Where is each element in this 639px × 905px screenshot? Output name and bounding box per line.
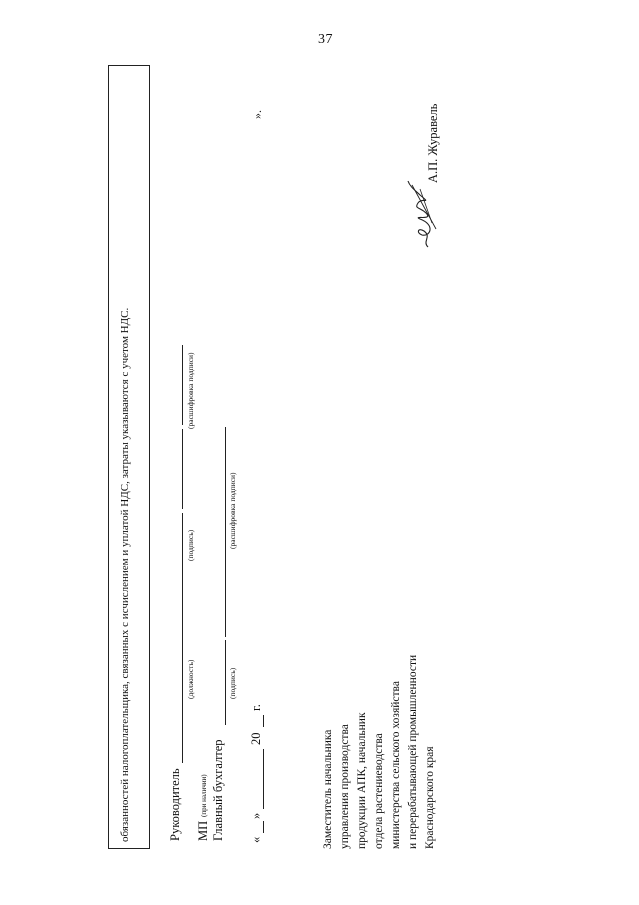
signer-name: А.П. Журавель (426, 103, 440, 183)
accountant-signature-line (225, 640, 226, 725)
date-close-quote: » (249, 812, 263, 819)
position-line (182, 513, 183, 763)
footer-line-4: отдела растениеводства (373, 733, 385, 849)
accountant-signature-caption: (подпись) (228, 667, 237, 699)
closing-quote: ». (250, 110, 264, 119)
footer-line-7: Краснодарского края (424, 746, 436, 849)
footer-line-6: и перерабатывающей промышленности (407, 654, 419, 849)
page-number: 37 (318, 32, 333, 47)
head-label: Руководитель (168, 768, 182, 841)
date-month-line (263, 749, 264, 809)
note-text: обязанностей налогоплательщика, связанных с исчислением и уплатой НДС, затраты указываются с учетом НДС. (119, 307, 131, 842)
footer-line-1: Заместитель начальника (322, 729, 334, 849)
handwritten-signature (406, 179, 440, 249)
accountant-label: Главный бухгалтер (211, 739, 225, 841)
position-caption: (должность) (186, 659, 195, 699)
footer-line-3: продукции АПК, начальник (356, 712, 368, 849)
head-decoding-line (182, 345, 183, 425)
date-day-line (263, 821, 264, 833)
head-signature-line (182, 429, 183, 509)
stamp-label: МП (196, 820, 210, 841)
date-year-prefix: 20 (249, 732, 263, 745)
footer-line-2: управления производства (339, 724, 351, 849)
date-open-quote: « (249, 836, 263, 843)
footer-line-5: министерства сельского хозяйства (390, 681, 402, 849)
date-year-line (263, 715, 264, 727)
accountant-decoding-caption: (расшифровка подписи) (228, 472, 237, 549)
accountant-decoding-line (225, 427, 226, 637)
date-year-suffix: г. (249, 704, 263, 711)
stamp-note: (при наличии) (200, 774, 208, 817)
rotated-document-content (108, 69, 458, 849)
head-decoding-caption: (расшифровка подписи) (186, 352, 195, 429)
head-signature-caption: (подпись) (186, 529, 195, 561)
